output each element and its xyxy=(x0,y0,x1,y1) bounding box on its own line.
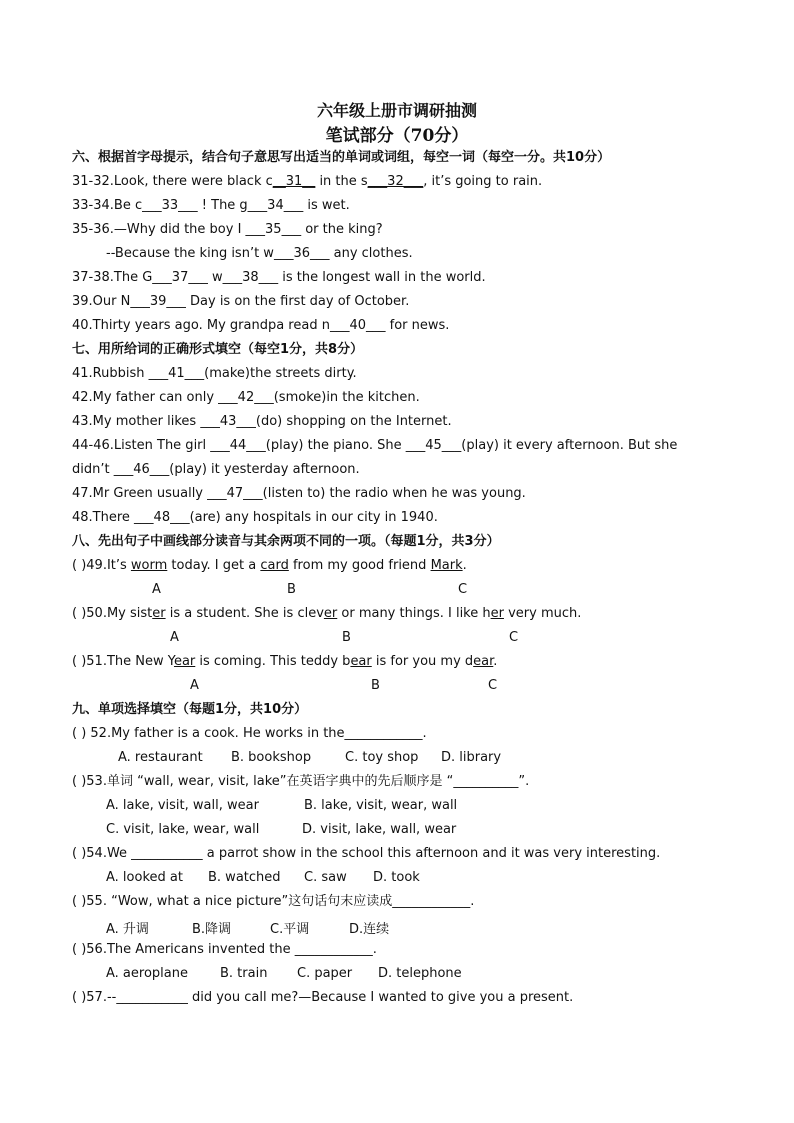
q51-word-c: ear xyxy=(473,654,494,669)
q31-blank: __31__ xyxy=(272,174,316,189)
question-54: ( )54.We ___________ a parrot show in the school this afternoon and it was very interesting. xyxy=(72,846,661,861)
page-subtitle: 笔试部分（70分） xyxy=(325,126,469,146)
q50-label-c: C xyxy=(509,630,519,645)
q49-word-b: card xyxy=(260,558,289,573)
q50-word-c: er xyxy=(490,606,504,621)
q50-word-b: er xyxy=(323,606,338,621)
q56-option-d: D. telephone xyxy=(378,966,462,981)
q53-option-c: C. visit, lake, wear, wall xyxy=(106,822,260,837)
q55-option-d: D.连续 xyxy=(349,922,390,937)
question-56: ( )56.The Americans invented the ____________. xyxy=(72,942,377,957)
q32-blank: ___32___ xyxy=(367,174,424,189)
q53-option-b: B. lake, visit, wear, wall xyxy=(304,798,458,813)
q54-option-a: A. looked at xyxy=(106,870,183,885)
q56-option-b: B. train xyxy=(220,966,268,981)
q49-prefix: ( )49.It’s xyxy=(72,558,131,573)
q50-label-b: B xyxy=(342,630,351,645)
q49-word-a: worm xyxy=(130,558,168,573)
q49-mid-2: from my good friend xyxy=(288,558,431,573)
question-44-continued: didn’t ___46___(play) it yesterday afternoon. xyxy=(72,462,360,477)
q49-label-a: A xyxy=(152,582,161,597)
question-40: 40.Thirty years ago. My grandpa read n___40___ for news. xyxy=(72,318,450,333)
question-50 xyxy=(72,606,581,622)
q51-end: . xyxy=(493,654,498,669)
q50-end: very much. xyxy=(503,606,582,621)
section-6-heading: 六、根据首字母提示，结合句子意思写出适当的单词或词组，每空一词（每空一分。共10分） xyxy=(72,150,611,165)
q49-word-c: Mark xyxy=(430,558,463,573)
q50-mid-2: or many things. I like h xyxy=(337,606,491,621)
q56-option-a: A. aeroplane xyxy=(106,966,188,981)
q49-label-c: C xyxy=(458,582,468,597)
q31-part-d: , it’s going to rain. xyxy=(423,174,543,189)
question-51 xyxy=(72,654,497,670)
q54-option-c: C. saw xyxy=(304,870,347,885)
q53-option-a: A. lake, visit, wall, wear xyxy=(106,798,259,813)
q56-option-c: C. paper xyxy=(297,966,353,981)
question-35: 35-36.—Why did the boy I ___35___ or the king? xyxy=(72,222,383,237)
q55-option-c: C.平调 xyxy=(270,922,310,937)
question-41: 41.Rubbish ___41___(make)the streets dirty. xyxy=(72,366,357,381)
section-8-heading: 八、先出句子中画线部分读音与其余两项不同的一项。（每题1分，共3分） xyxy=(72,534,500,549)
q51-label-b: B xyxy=(371,678,380,693)
q31-part-c: in the s xyxy=(315,174,368,189)
q51-prefix: ( )51.The New Y xyxy=(72,654,174,669)
q52-option-a: A. restaurant xyxy=(118,750,203,765)
q51-mid-1: is coming. This teddy b xyxy=(195,654,351,669)
q50-prefix: ( )50.My sist xyxy=(72,606,153,621)
question-37: 37-38.The G___37___ w___38___ is the longest wall in the world. xyxy=(72,270,486,285)
q51-label-c: C xyxy=(488,678,498,693)
q50-mid-1: is a student. She is clev xyxy=(165,606,324,621)
question-42: 42.My father can only ___42___(smoke)in the kitchen. xyxy=(72,390,420,405)
q50-word-a: er xyxy=(152,606,166,621)
q51-label-a: A xyxy=(190,678,199,693)
q31-part-a: 31-32.Look, there were black c xyxy=(72,174,273,189)
section-9-heading: 九、单项选择填空（每题1分，共10分） xyxy=(72,702,308,717)
q50-label-a: A xyxy=(170,630,179,645)
question-55: ( )55. “Wow, what a nice picture”这句话句末应读成____________. xyxy=(72,894,475,909)
question-33: 33-34.Be c___33___ ! The g___34___ is wet. xyxy=(72,198,350,213)
question-52: ( ) 52.My father is a cook. He works in the____________. xyxy=(72,726,427,741)
q54-option-b: B. watched xyxy=(208,870,281,885)
page-title: 六年级上册市调研抽测 xyxy=(316,101,477,120)
question-31 xyxy=(72,174,542,190)
question-48: 48.There ___48___(are) any hospitals in our city in 1940. xyxy=(72,510,438,525)
section-7-heading: 七、用所给词的正确形式填空（每空1分，共8分） xyxy=(72,342,364,357)
question-53: ( )53.单词 “wall, wear, visit, lake”在英语字典中的先后顺序是 “__________”. xyxy=(72,774,530,789)
question-44: 44-46.Listen The girl ___44___(play) the piano. She ___45___(play) it every afternoon. But she xyxy=(72,438,678,453)
q49-end: . xyxy=(462,558,467,573)
question-57: ( )57.--___________ did you call me?—Because I wanted to give you a present. xyxy=(72,990,574,1005)
q54-option-d: D. took xyxy=(373,870,420,885)
q51-word-b: ear xyxy=(350,654,372,669)
q51-mid-2: is for you my d xyxy=(371,654,474,669)
question-43: 43.My mother likes ___43___(do) shopping on the Internet. xyxy=(72,414,452,429)
q52-option-d: D. library xyxy=(441,750,502,765)
question-39: 39.Our N___39___ Day is on the first day of October. xyxy=(72,294,410,309)
question-49 xyxy=(72,558,467,574)
q49-label-b: B xyxy=(287,582,296,597)
q51-word-a: ear xyxy=(173,654,196,669)
q55-option-a: A. 升调 xyxy=(106,922,149,937)
question-35-answer: --Because the king isn’t w___36___ any clothes. xyxy=(106,246,413,261)
q49-mid-1: today. I get a xyxy=(167,558,261,573)
q53-option-d: D. visit, lake, wall, wear xyxy=(302,822,457,837)
q52-option-b: B. bookshop xyxy=(231,750,312,765)
question-47: 47.Mr Green usually ___47___(listen to) the radio when he was young. xyxy=(72,486,526,501)
q55-option-b: B.降调 xyxy=(192,922,232,937)
q52-option-c: C. toy shop xyxy=(345,750,419,765)
